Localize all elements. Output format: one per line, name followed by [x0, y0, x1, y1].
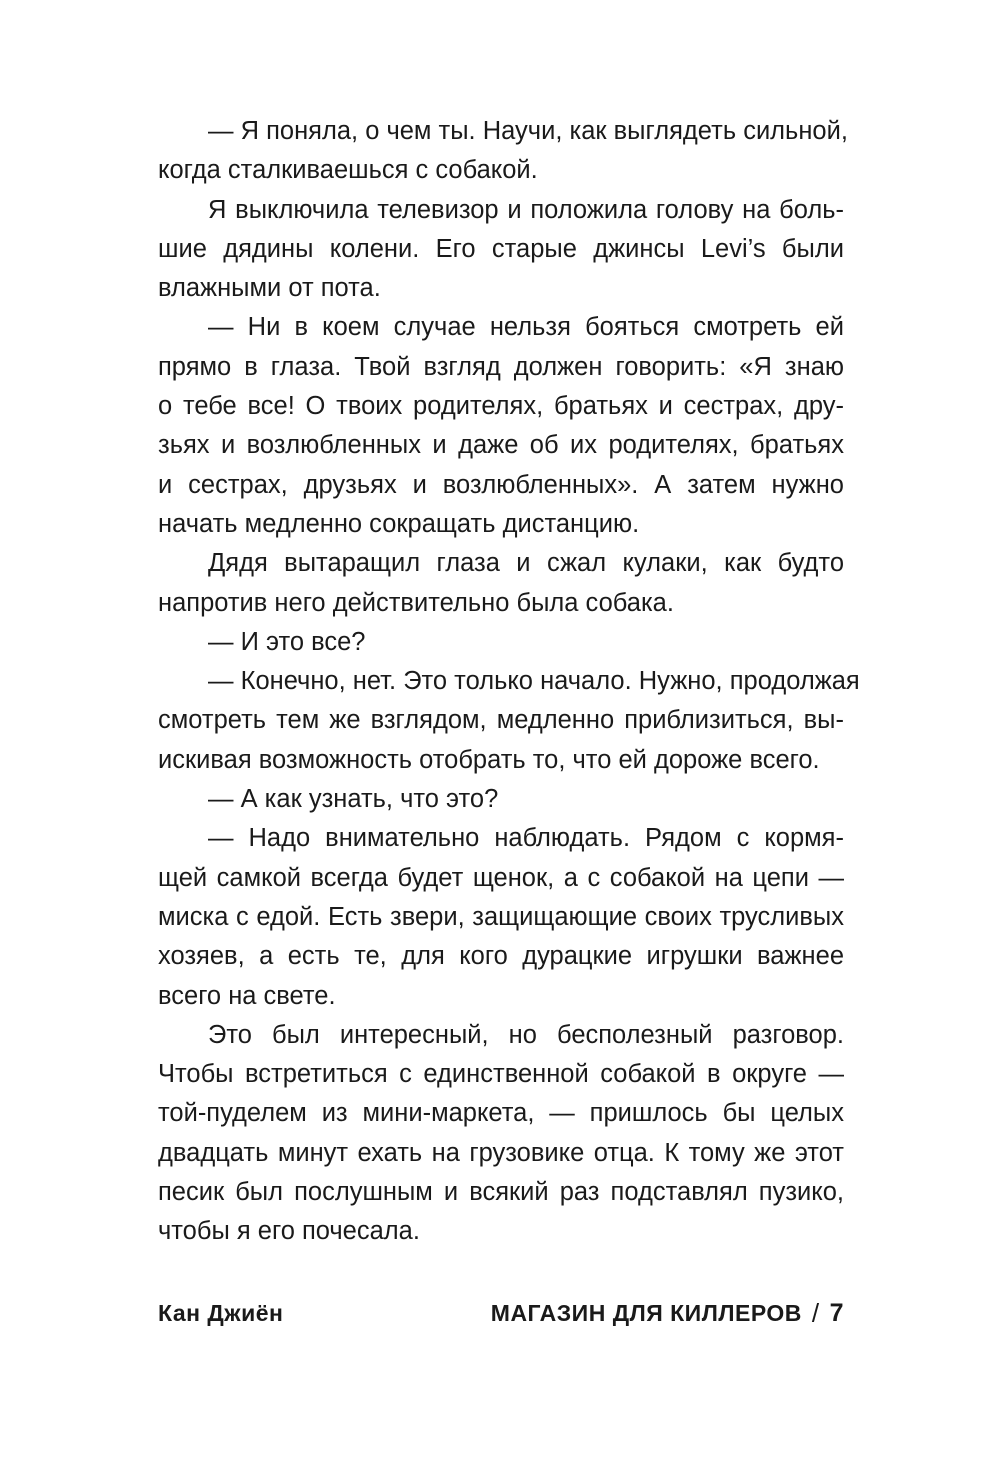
- text-line: щей самкой всегда будет щенок, а с собакой на цепи —: [158, 863, 844, 892]
- text-line: той-пуделем из мини-маркета, — пришлось бы целых: [158, 1099, 844, 1128]
- text-line: Дядя вытаращил глаза и сжал кулаки, как будто: [208, 549, 844, 578]
- text-line: — А как узнать, что это?: [208, 785, 499, 814]
- text-line: напротив него действительно была собака.: [158, 588, 674, 617]
- text-line: — Я поняла, о чем ты. Научи, как выглядеть сильной,: [208, 117, 848, 145]
- text-line: — Конечно, нет. Это только начало. Нужно, продолжая: [208, 667, 860, 696]
- text-line: начать медленно сокращать дистанцию.: [158, 509, 640, 538]
- text-line: миска с едой. Есть звери, защищающие своих трусливых: [158, 902, 844, 931]
- text-line: и сестрах, друзьях и возлюбленных». А затем нужно: [158, 470, 844, 499]
- text-line: хозяев, а есть те, для кого дурацкие игрушки важнее: [158, 942, 844, 971]
- text-line: Чтобы встретиться с единственной собакой в округе —: [158, 1060, 844, 1089]
- text-line: Я выключила телевизор и положила голову на боль-: [208, 195, 844, 224]
- text-line: о тебе все! О твоих родителях, братьях и сестрах, дру-: [158, 392, 844, 421]
- text-line: — Ни в коем случае нельзя бояться смотреть ей: [208, 313, 844, 342]
- footer-separator: /: [811, 1297, 820, 1328]
- text-line: искивая возможность отобрать то, что ей дороже всего.: [158, 745, 820, 774]
- footer-author: Кан Джиён: [158, 1299, 284, 1326]
- text-line: песик был послушным и всякий раз подставлял пузико,: [158, 1178, 844, 1207]
- text-line: смотреть тем же взглядом, медленно приблизиться, вы-: [158, 706, 844, 735]
- text-line: шие дядины колени. Его старые джинсы Levi’s были: [158, 234, 844, 263]
- footer-book-title: МАГАЗИН ДЛЯ КИЛЛЕРОВ: [490, 1299, 802, 1326]
- text-line: Это был интересный, но бесполезный разговор.: [208, 1020, 844, 1049]
- running-footer: [158, 1293, 844, 1333]
- text-line: — Надо внимательно наблюдать. Рядом с кормя-: [208, 824, 844, 853]
- page-body: [158, 112, 860, 1252]
- text-line: чтобы я его почесала.: [158, 1217, 420, 1246]
- text-line: двадцать минут ехать на грузовике отца. К тому же этот: [158, 1138, 844, 1167]
- text-line: — И это все?: [208, 627, 366, 656]
- footer-right: [491, 1298, 844, 1329]
- text-line: прямо в глаза. Твой взгляд должен говорить: «Я знаю: [158, 352, 844, 381]
- page-number: 7: [829, 1298, 844, 1327]
- text-line: всего на свете.: [158, 981, 336, 1010]
- text-line: когда сталкиваешься с собакой.: [158, 156, 538, 185]
- text-line: влажными от пота.: [158, 274, 381, 303]
- text-line: зьях и возлюбленных и даже об их родителях, братьях: [158, 431, 844, 460]
